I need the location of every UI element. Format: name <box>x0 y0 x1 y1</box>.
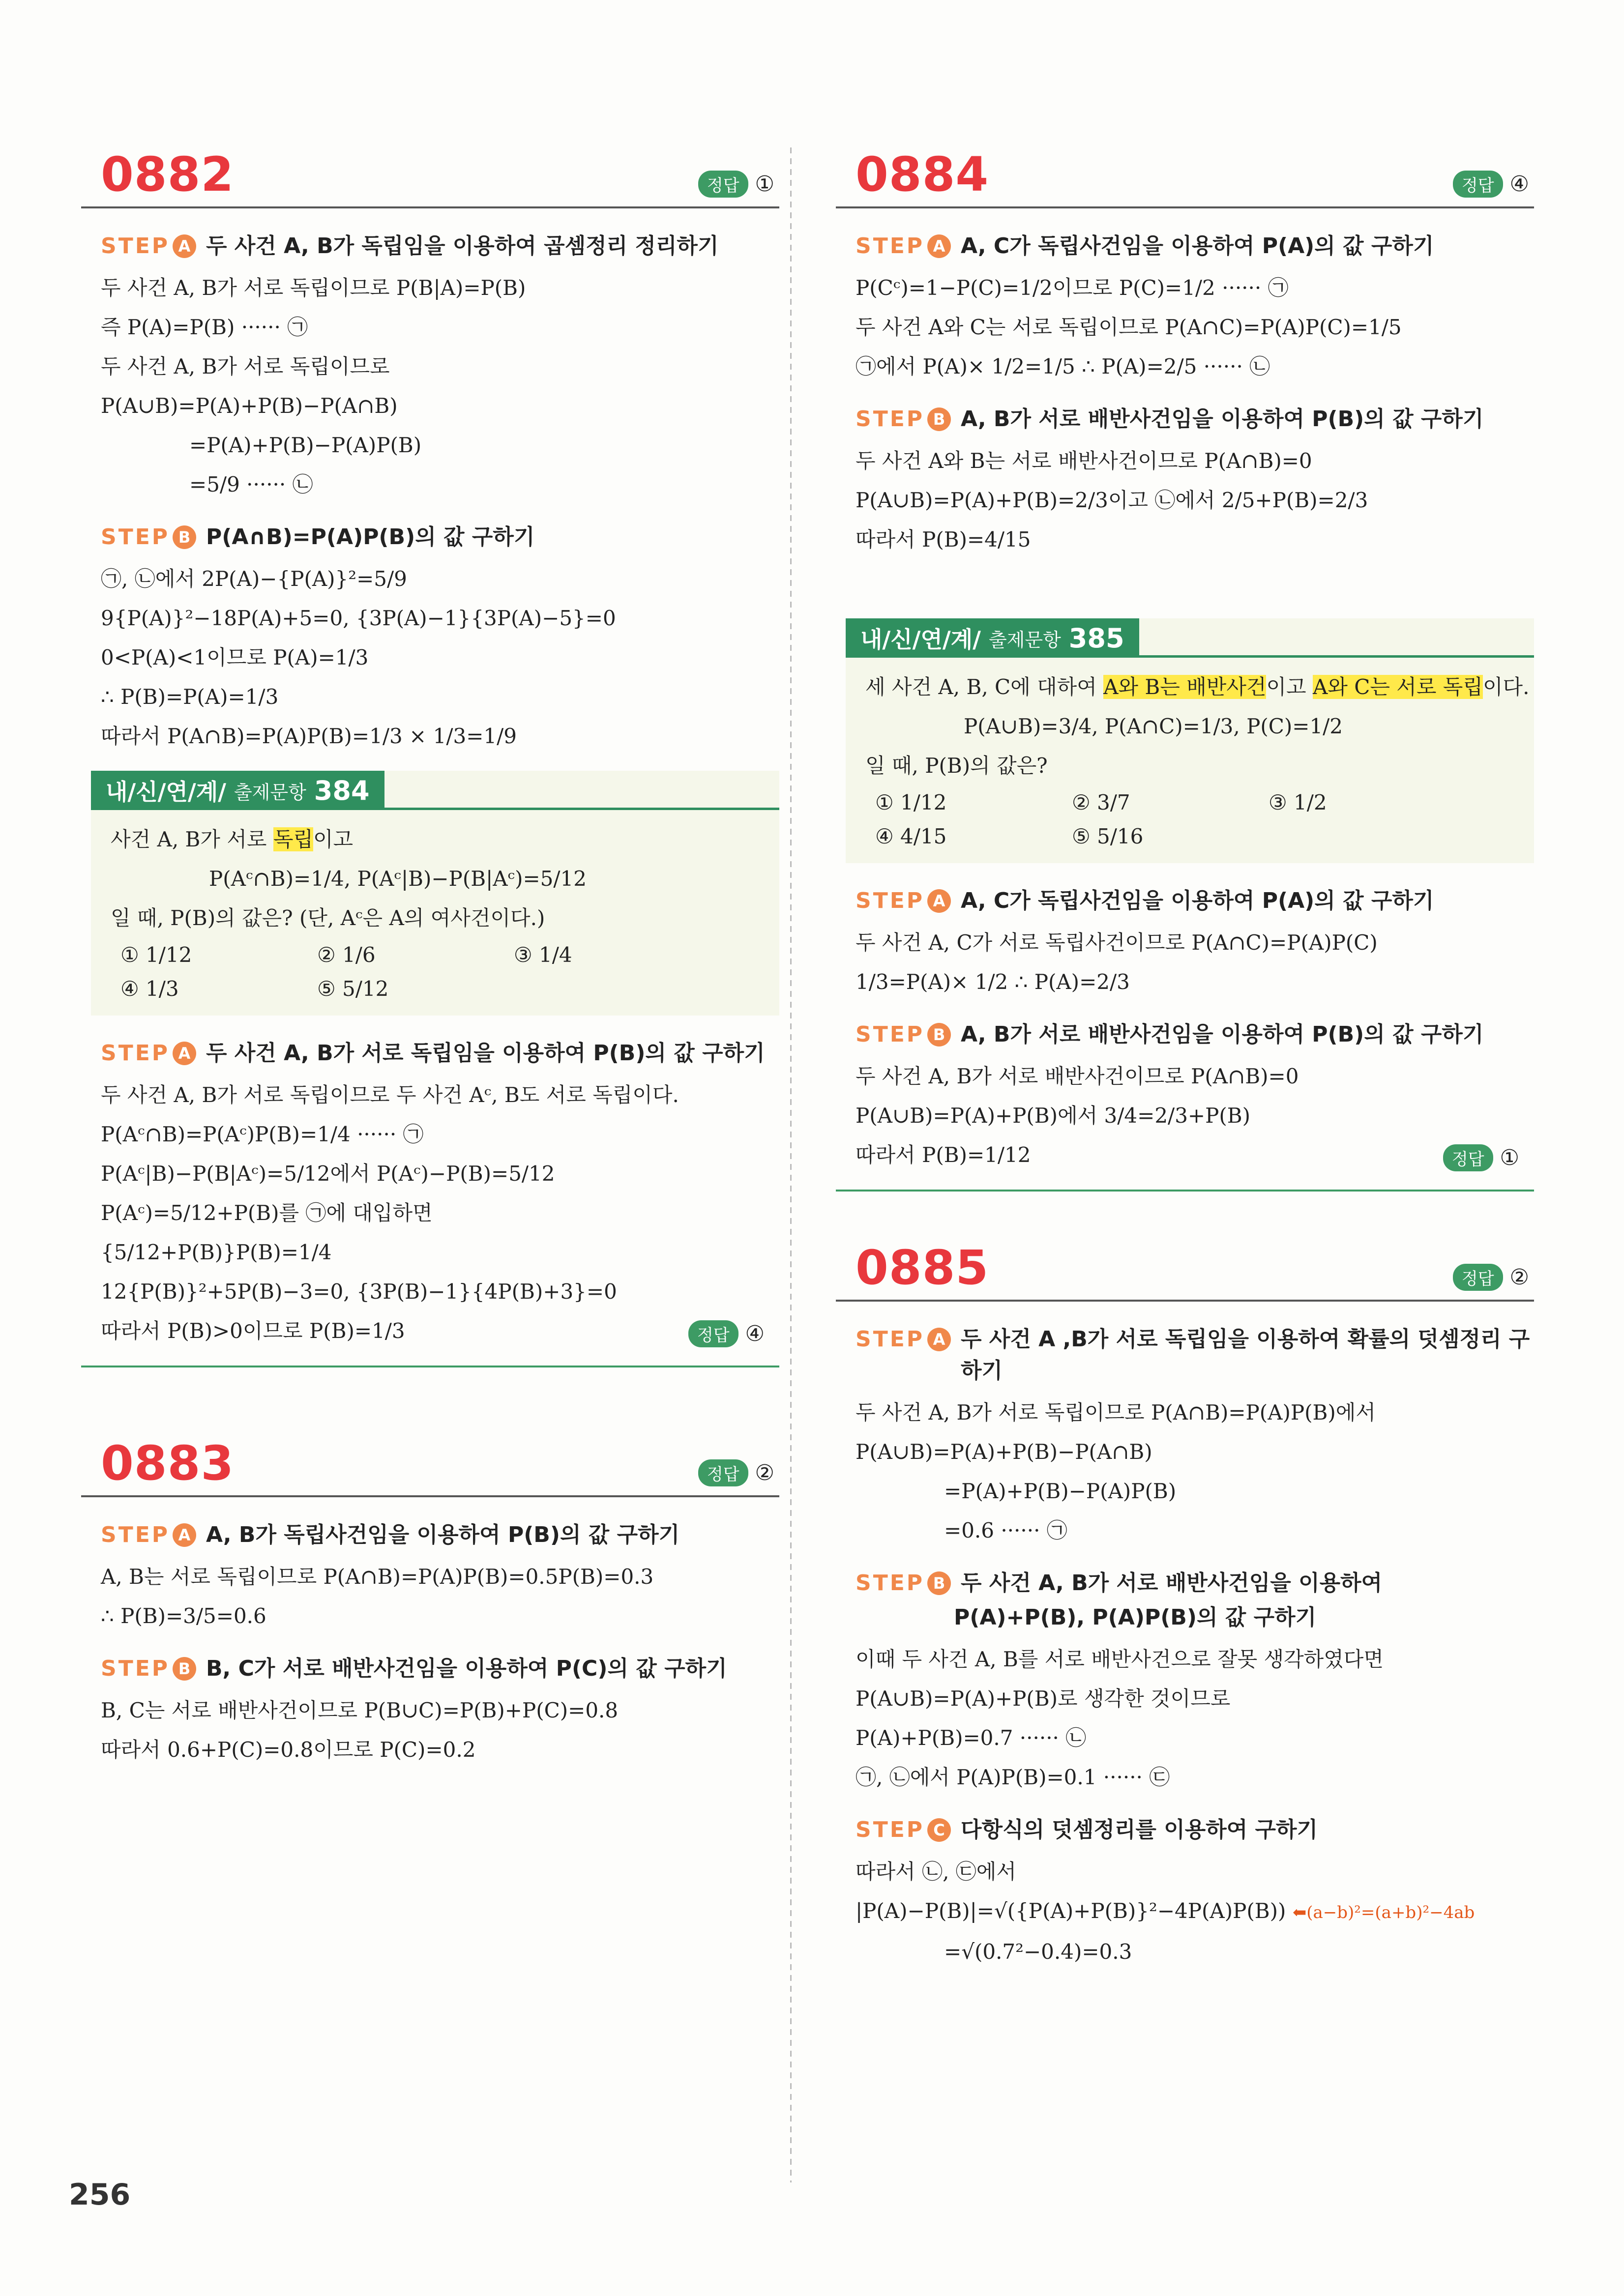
answer-badge: 정답 <box>1453 1264 1503 1291</box>
solution-line: 따라서 0.6+P(C)=0.8이므로 P(C)=0.2 <box>101 1738 476 1762</box>
step-title: 다항식의 덧셈정리를 이용하여 구하기 <box>961 1817 1318 1842</box>
solution-line: P(Aᶜ)=5/12+P(B)를 ㉠에 대입하면 <box>101 1201 433 1225</box>
step-tag: STEP A <box>856 888 951 913</box>
step-letter: A <box>173 1523 196 1547</box>
solution-line: 따라서 P(B)=1/12 <box>856 1143 1031 1167</box>
step-letter: B <box>173 525 196 549</box>
answer-badge: 정답 <box>698 1459 748 1486</box>
box-header <box>846 618 1139 658</box>
step-title: A, C가 독립사건임을 이용하여 P(A)의 값 구하기 <box>961 233 1434 259</box>
solution-line: ∴ P(B)=3/5=0.6 <box>101 1604 266 1628</box>
solution-line: 두 사건 A, B가 서로 배반사건이므로 P(A∩B)=0 <box>856 1064 1299 1088</box>
column-divider <box>790 147 792 2182</box>
choice-5: ⑤ 5/16 <box>1072 824 1144 848</box>
section-separator <box>836 1190 1534 1192</box>
problem-header-0884 <box>836 147 1534 208</box>
solution-line: 두 사건 A, B가 서로 독립이므로 두 사건 Aᶜ, B도 서로 독립이다. <box>101 1083 679 1107</box>
step-title: 두 사건 A, B가 서로 배반사건임을 이용하여 <box>961 1570 1383 1596</box>
solution-line: 9{P(A)}²−18P(A)+5=0, {3P(A)−1}{3P(A)−5}=0 <box>101 606 616 630</box>
problem-header-0882 <box>81 147 779 208</box>
choice-list <box>120 943 779 1001</box>
formula-note: ⬅(a−b)²=(a+b)²−4ab <box>1292 1903 1475 1922</box>
step-heading <box>856 1321 1534 1384</box>
solution-line: 즉 P(A)=P(B) ······ ㉠ <box>101 315 308 339</box>
solution-line: 두 사건 A와 B는 서로 배반사건이므로 P(A∩B)=0 <box>856 449 1312 473</box>
answer-badge: 정답 <box>1453 171 1503 198</box>
step-title: B, C가 서로 배반사건임을 이용하여 P(C)의 값 구하기 <box>206 1656 727 1681</box>
right-column <box>836 147 1534 1972</box>
choice-4: ④ 1/3 <box>120 977 179 1001</box>
solution-text: |P(A)−P(B)|=√({P(A)+P(B)}²−4P(A)P(B)) <box>856 1899 1286 1923</box>
step-letter: A <box>173 234 196 258</box>
solution-line: P(A∪B)=P(A)+P(B)−P(A∩B) <box>101 394 398 418</box>
step-tag: STEP A <box>101 1522 196 1547</box>
step-tag: STEP A <box>101 1041 196 1066</box>
step-title: A, C가 독립사건임을 이용하여 P(A)의 값 구하기 <box>961 888 1434 913</box>
highlighted-text: A와 C는 서로 독립 <box>1312 675 1483 699</box>
box-subtitle: 출제문항 <box>234 781 306 803</box>
choice-4: ④ 4/15 <box>875 824 947 848</box>
question-line <box>111 820 779 859</box>
box-rule <box>846 655 1534 658</box>
step-tag: STEP B <box>856 1022 951 1047</box>
solution-line: A, B는 서로 독립이므로 P(A∩B)=P(A)P(B)=0.5P(B)=0.3 <box>101 1565 654 1589</box>
step-letter: A <box>173 1042 196 1065</box>
step-heading <box>856 1017 1534 1048</box>
solution-line: P(Aᶜ|B)−P(B|Aᶜ)=5/12에서 P(Aᶜ)−P(B)=5/12 <box>101 1162 555 1186</box>
solution-line: =√(0.7²−0.4)=0.3 <box>944 1940 1132 1964</box>
solution-line: 0<P(A)<1이므로 P(A)=1/3 <box>101 645 369 669</box>
question-text: 이고 <box>1266 675 1313 699</box>
step-tag: STEP A <box>101 233 196 259</box>
solution-line: {5/12+P(B)}P(B)=1/4 <box>101 1240 332 1264</box>
answer-value: ① <box>1500 1145 1519 1170</box>
step-letter: A <box>927 889 951 913</box>
problem-number: 0885 <box>856 1240 989 1295</box>
step-heading <box>101 1035 779 1067</box>
answer-value: ① <box>755 172 774 197</box>
answer-value: ② <box>755 1460 774 1485</box>
step-title: A, B가 서로 배반사건임을 이용하여 P(B)의 값 구하기 <box>961 407 1484 432</box>
step-title: 두 사건 A, B가 서로 독립임을 이용하여 P(B)의 값 구하기 <box>206 1041 765 1066</box>
box-title: 내/신/연/계/ <box>860 626 981 653</box>
choice-1: ① 1/12 <box>120 943 192 967</box>
step-heading <box>856 1812 1534 1843</box>
answer-indicator <box>698 171 774 198</box>
solution-line: P(A∪B)=P(A)+P(B)로 생각한 것이므로 <box>856 1686 1231 1711</box>
question-line: P(A∪B)=3/4, P(A∩C)=1/3, P(C)=1/2 <box>964 714 1343 738</box>
answer-badge: 정답 <box>698 171 748 198</box>
solution-line: 따라서 ㉡, ㉢에서 <box>856 1860 1016 1884</box>
step-title: A, B가 독립사건임을 이용하여 P(B)의 값 구하기 <box>206 1522 680 1547</box>
step-tag: STEP C <box>856 1817 951 1842</box>
answer-indicator <box>1453 1264 1529 1291</box>
solution-line: P(A∪B)=P(A)+P(B)−P(A∩B) <box>856 1440 1152 1464</box>
solution-line: P(Cᶜ)=1−P(C)=1/2이므로 P(C)=1/2 ······ ㉠ <box>856 276 1289 300</box>
solution-line: 두 사건 A와 C는 서로 독립이므로 P(A∩C)=P(A)P(C)=1/5 <box>856 315 1402 339</box>
solution-line: 두 사건 A, B가 서로 독립이므로 P(A∩B)=P(A)P(B)에서 <box>856 1400 1376 1424</box>
solution-line: 따라서 P(B)>0이므로 P(B)=1/3 <box>101 1319 405 1343</box>
box-title: 내/신/연/계/ <box>106 779 226 805</box>
solution-line: P(Aᶜ∩B)=P(Aᶜ)P(B)=1/4 ······ ㉠ <box>101 1122 424 1146</box>
step-letter: C <box>927 1818 951 1842</box>
choice-3: ③ 1/4 <box>514 943 572 967</box>
solution-line: P(A)+P(B)=0.7 ······ ㉡ <box>856 1726 1087 1750</box>
solution-line: P(A∪B)=P(A)+P(B)=2/3이고 ㉡에서 2/5+P(B)=2/3 <box>856 488 1368 512</box>
question-text: 사건 A, B가 서로 <box>111 827 273 851</box>
box-number: 384 <box>314 775 370 806</box>
choice-5: ⑤ 5/12 <box>317 977 389 1001</box>
box-subtitle: 출제문항 <box>988 629 1061 651</box>
solution-line: ∴ P(B)=P(A)=1/3 <box>101 685 279 709</box>
solution-line: =0.6 ······ ㉠ <box>944 1518 1067 1542</box>
choice-2: ② 3/7 <box>1072 790 1130 814</box>
solution-line <box>856 1891 1534 1932</box>
step-letter: B <box>927 1571 951 1595</box>
choice-1: ① 1/12 <box>875 790 947 814</box>
step-title: A, B가 서로 배반사건임을 이용하여 P(B)의 값 구하기 <box>961 1022 1484 1047</box>
step-letter: B <box>173 1657 196 1681</box>
choice-list <box>875 790 1534 848</box>
solution-line: 1/3=P(A)× 1/2 ∴ P(A)=2/3 <box>856 970 1130 994</box>
step-tag: STEP A <box>856 1327 951 1352</box>
step-title-continued: P(A)+P(B), P(A)P(B)의 값 구하기 <box>954 1605 1317 1630</box>
solution-line: 두 사건 A, B가 서로 독립이므로 P(B|A)=P(B) <box>101 276 526 300</box>
question-line <box>865 668 1534 707</box>
answer-indicator <box>1453 171 1529 198</box>
answer-value: ④ <box>1509 172 1529 197</box>
step-heading <box>101 1651 779 1682</box>
solution-line: B, C는 서로 배반사건이므로 P(B∪C)=P(B)+P(C)=0.8 <box>101 1698 619 1722</box>
final-row <box>81 1311 779 1351</box>
page-number: 256 <box>69 2178 131 2212</box>
problem-number: 0882 <box>101 147 235 202</box>
answer-indicator <box>1443 1144 1519 1171</box>
question-line: P(Aᶜ∩B)=1/4, P(Aᶜ|B)−P(B|Aᶜ)=5/12 <box>209 867 587 891</box>
question-text: 이다. <box>1482 675 1530 699</box>
solution-line: =P(A)+P(B)−P(A)P(B) <box>944 1479 1177 1503</box>
question-text: 이고 <box>313 827 354 851</box>
solution-line: 두 사건 A, C가 서로 독립사건이므로 P(A∩C)=P(A)P(C) <box>856 930 1378 955</box>
step-letter: B <box>927 407 951 431</box>
question-line: 일 때, P(B)의 값은? <box>865 754 1048 778</box>
solution-line: 따라서 P(B)=4/15 <box>856 527 1031 552</box>
answer-indicator <box>698 1459 774 1486</box>
step-title: 두 사건 A, B가 독립임을 이용하여 곱셈정리 정리하기 <box>206 233 719 259</box>
step-title: 두 사건 A ,B가 서로 독립임을 이용하여 확률의 덧셈정리 구하기 <box>961 1327 1530 1383</box>
step-letter: B <box>927 1023 951 1046</box>
solution-line: ㉠, ㉡에서 2P(A)−{P(A)}²=5/9 <box>101 567 407 591</box>
step-heading <box>856 1565 1534 1597</box>
left-column <box>81 147 779 1770</box>
choice-3: ③ 1/2 <box>1269 790 1327 814</box>
box-number: 385 <box>1068 622 1124 654</box>
step-title: P(A∩B)=P(A)P(B)의 값 구하기 <box>206 524 535 550</box>
step-heading <box>101 1517 779 1548</box>
step-heading <box>856 401 1534 433</box>
answer-value: ④ <box>745 1321 765 1346</box>
step-tag: STEP B <box>856 407 951 432</box>
solution-line: ㉠, ㉡에서 P(A)P(B)=0.1 ······ ㉢ <box>856 1765 1170 1789</box>
step-letter: A <box>927 234 951 258</box>
highlighted-text: 독립 <box>273 827 313 851</box>
solution-line: 12{P(B)}²+5P(B)−3=0, {3P(B)−1}{4P(B)+3}=0 <box>101 1279 617 1304</box>
answer-badge: 정답 <box>1443 1144 1493 1171</box>
step-heading <box>101 228 779 260</box>
box-rule <box>91 808 779 810</box>
step-tag: STEP B <box>856 1570 951 1596</box>
step-heading <box>101 519 779 551</box>
step-heading <box>856 883 1534 914</box>
problem-number: 0884 <box>856 147 989 202</box>
step-tag: STEP B <box>101 524 196 550</box>
question-text: 세 사건 A, B, C에 대하여 <box>865 675 1104 699</box>
problem-header-0883 <box>81 1436 779 1497</box>
section-separator <box>81 1366 779 1367</box>
step-tag: STEP A <box>856 233 951 259</box>
final-row <box>836 1135 1534 1175</box>
box-header <box>91 771 384 810</box>
linked-question-box-385 <box>846 618 1534 863</box>
linked-question-box-384 <box>91 771 779 1016</box>
problem-number: 0883 <box>101 1436 235 1491</box>
solution-line: =P(A)+P(B)−P(A)P(B) <box>189 433 422 457</box>
solution-line: 두 사건 A, B가 서로 독립이므로 <box>101 354 390 378</box>
solution-line: ㉠에서 P(A)× 1/2=1/5 ∴ P(A)=2/5 ······ ㉡ <box>856 354 1270 378</box>
problem-header-0885 <box>836 1241 1534 1302</box>
step-heading <box>856 228 1534 260</box>
choice-2: ② 1/6 <box>317 943 376 967</box>
step-letter: A <box>927 1328 951 1351</box>
step-tag: STEP B <box>101 1656 196 1681</box>
answer-badge: 정답 <box>688 1320 738 1347</box>
solution-line: 이때 두 사건 A, B를 서로 배반사건으로 잘못 생각하였다면 <box>856 1647 1384 1671</box>
highlighted-text: A와 B는 배반사건 <box>1103 675 1267 699</box>
answer-indicator <box>688 1320 765 1347</box>
question-line: 일 때, P(B)의 값은? (단, Aᶜ은 A의 여사건이다.) <box>111 906 545 930</box>
solution-line: 따라서 P(A∩B)=P(A)P(B)=1/3 × 1/3=1/9 <box>101 724 517 748</box>
solution-line: P(A∪B)=P(A)+P(B)에서 3/4=2/3+P(B) <box>856 1104 1251 1128</box>
solution-line: =5/9 ······ ㉡ <box>189 472 313 496</box>
answer-value: ② <box>1509 1265 1529 1290</box>
